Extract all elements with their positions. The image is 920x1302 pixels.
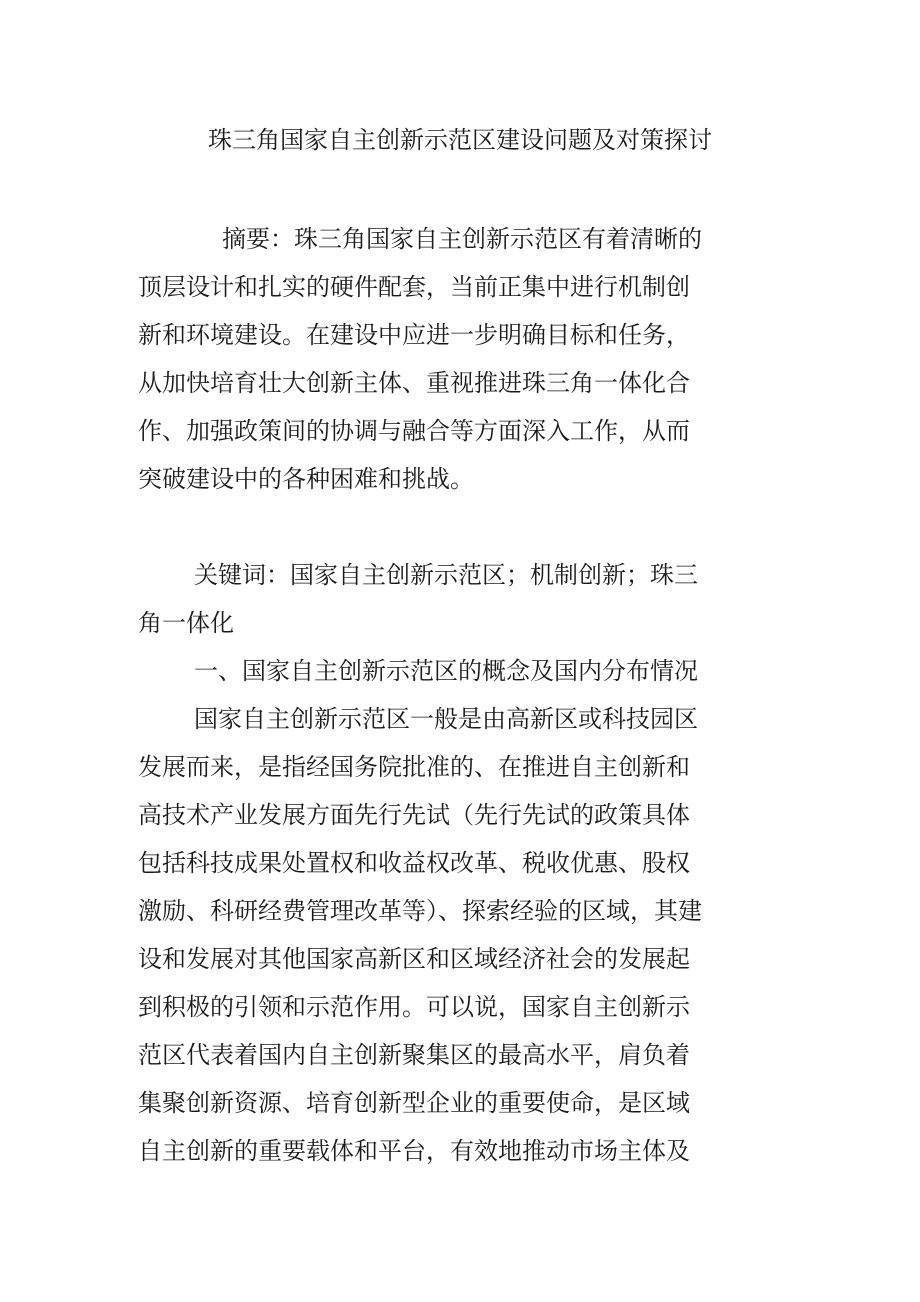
body-line: 国家自主创新示范区一般是由高新区或科技园区 xyxy=(194,705,698,733)
section-heading: 一、国家自主创新示范区的概念及国内分布情况 xyxy=(194,657,698,685)
body-line: 自主创新的重要载体和平台，有效地推动市场主体及 xyxy=(138,1137,690,1165)
keywords-line: 角一体化 xyxy=(138,609,234,637)
body-line: 高技术产业发展方面先行先试（先行先试的政策具体 xyxy=(138,801,690,829)
abstract-line: 突破建设中的各种困难和挑战。 xyxy=(138,465,474,493)
body-line: 激励、科研经费管理改革等）、探索经验的区域，其建 xyxy=(138,897,702,925)
body-line: 集聚创新资源、培育创新型企业的重要使命，是区域 xyxy=(138,1089,690,1117)
body-line: 设和发展对其他国家高新区和区域经济社会的发展起 xyxy=(138,945,690,973)
abstract-line: 作、加强政策间的协调与融合等方面深入工作，从而 xyxy=(138,417,690,445)
abstract-line: 摘要：珠三角国家自主创新示范区有着清晰的 xyxy=(222,225,702,253)
document-title: 珠三角国家自主创新示范区建设问题及对策探讨 xyxy=(208,126,712,154)
body-line: 发展而来，是指经国务院批准的、在推进自主创新和 xyxy=(138,753,690,781)
body-line: 包括科技成果处置权和收益权改革、税收优惠、股权 xyxy=(138,849,690,877)
body-line: 到积极的引领和示范作用。可以说，国家自主创新示 xyxy=(138,993,690,1021)
abstract-line: 从加快培育壮大创新主体、重视推进珠三角一体化合 xyxy=(138,369,690,397)
abstract-line: 顶层设计和扎实的硬件配套，当前正集中进行机制创 xyxy=(138,273,690,301)
abstract-line: 新和环境建设。在建设中应进一步明确目标和任务， xyxy=(138,321,690,349)
body-line: 范区代表着国内自主创新聚集区的最高水平，肩负着 xyxy=(138,1041,690,1069)
keywords-line: 关键词：国家自主创新示范区；机制创新；珠三 xyxy=(194,561,698,589)
